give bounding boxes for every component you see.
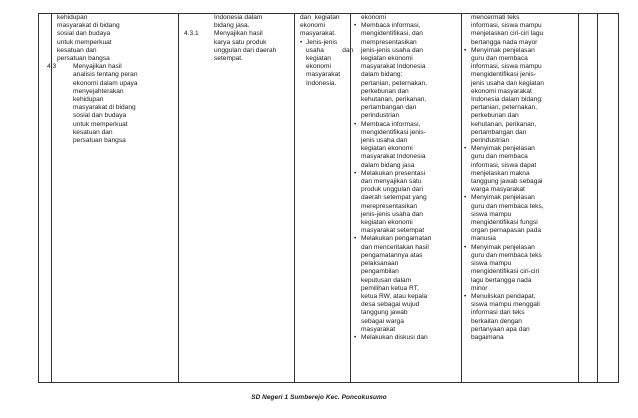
competency-column — [47, 14, 175, 145]
text-line: kesatuan dan — [73, 128, 113, 136]
material-bullet-item — [300, 38, 354, 88]
text-line: organ pernapasan pada — [471, 227, 542, 235]
text-line: manusia — [471, 235, 496, 243]
text-line: informasi, siswa mampu — [471, 63, 542, 71]
text-line: masyarakat Indonesia — [361, 63, 426, 71]
text-line: kesatuan dan — [57, 46, 97, 54]
bullet-text — [361, 170, 460, 236]
text-line: kegiatan — [306, 55, 331, 63]
text-line: jenis usaha dan — [361, 137, 408, 145]
bullet-icon: • — [464, 145, 467, 153]
text-line: informasi, siswa mampu — [471, 22, 542, 30]
text-line: persatuan bangsa — [57, 55, 110, 63]
text-line: guru dan membaca teks, — [471, 202, 544, 210]
bullet-item — [464, 293, 578, 342]
text-line: lagu bertangga nada — [471, 276, 532, 284]
text-line: sosial dan budaya — [57, 30, 111, 38]
bullet-item — [354, 235, 460, 333]
indicator-text — [184, 14, 292, 30]
text-line: ekonomi masyarakat — [471, 87, 532, 95]
text-line: bertangga nada mayor — [471, 38, 538, 46]
text-line: Jenis-jenis — [306, 38, 338, 46]
page-footer: SD Negeri 1 Sumberejo Kec. Poncokusumo — [251, 394, 387, 401]
text-line: pemilihan ketua RT, — [361, 284, 419, 292]
text-line: setempat. — [214, 55, 243, 63]
text-line: perkebunan dan — [361, 87, 409, 95]
text-line: guru dan membaca — [471, 55, 528, 63]
text-line: warga masyarakat — [471, 186, 525, 194]
text-line: menjelaskan ciri-ciri lagu — [471, 30, 544, 38]
text-line: kehidupan — [73, 96, 104, 104]
indicator-4-3-1 — [184, 30, 292, 63]
text-line: pengambilan — [361, 268, 399, 276]
text-line: kegiatan ekonomi — [361, 219, 413, 227]
text-line: pelaksanaan — [361, 260, 399, 268]
activity-text — [354, 14, 460, 22]
table-divider — [578, 14, 579, 382]
lesson-table — [38, 13, 619, 383]
text-line: Menyimak penjelasan — [471, 243, 535, 251]
competency-text — [73, 63, 175, 145]
text-line: ekonomi — [306, 63, 331, 71]
text-line: kehutanan, perikanan, — [471, 120, 537, 128]
table-divider — [597, 14, 598, 382]
text-line: ekonomi — [361, 14, 386, 21]
text-line: unggulan dari daerah — [214, 46, 277, 54]
text-line: dan menyajikan satu — [361, 178, 422, 186]
bullet-item — [464, 145, 578, 194]
text-line: masyarakat — [361, 325, 396, 333]
text-line: pertambangan dan — [471, 128, 527, 136]
text-line: berkaitan dengan — [471, 317, 522, 325]
bullet-icon: • — [354, 120, 357, 128]
bullet-text — [471, 244, 578, 293]
text-line: informasi, siswa dapat — [471, 161, 537, 169]
text-line: pertanian, peternakan, — [361, 79, 427, 87]
text-line: persatuan bangsa — [73, 137, 126, 145]
indicator-number: 4.3.1 — [184, 30, 199, 38]
text-line: mengidentifikasi jenis- — [361, 128, 426, 136]
text-line: menyejahterakan — [73, 87, 124, 95]
text-line: pertanian, peternakan, — [471, 104, 537, 112]
text-line: dalam bidang: — [361, 71, 403, 79]
bullet-icon: • — [464, 292, 467, 300]
bullet-icon: • — [354, 22, 357, 30]
text-line: ketua RW, atau kepala — [361, 292, 428, 300]
material-text — [300, 14, 350, 39]
text-line: Melakukan presentasi — [361, 169, 426, 177]
text-line: siswa mampu — [471, 260, 512, 268]
text-line: dalam bidang jasa — [361, 161, 415, 169]
text-line: analisis tentang peran — [73, 71, 138, 79]
objectives-column — [464, 14, 578, 342]
text-line: Menyimak penjelasan — [471, 145, 535, 153]
text-line: Melakukan pengamatan — [361, 235, 432, 243]
text-line: Menyimak penjelasan — [471, 194, 535, 202]
text-line: produk unggulan dari — [361, 186, 423, 194]
text-line: perindustrian — [361, 112, 400, 120]
text-line: perkebunan dan — [471, 112, 519, 120]
bullet-text — [471, 47, 578, 145]
bullet-icon: • — [300, 38, 303, 46]
text-line: informasi dari teks — [471, 309, 525, 317]
bullet-icon: • — [464, 46, 467, 54]
text-line: merepresentasikan — [361, 202, 418, 210]
bullet-text — [361, 235, 460, 333]
bullet-item — [464, 47, 578, 145]
text-line: Membaca informasi, — [361, 22, 421, 30]
text-line: ekonomi — [300, 22, 325, 30]
bullet-icon: • — [354, 169, 357, 177]
bullet-text — [361, 121, 460, 170]
text-line: perindustrian — [471, 137, 510, 145]
text-line: Menyimak penjelasan — [471, 46, 535, 54]
text-line: masyarakat di bidang — [57, 22, 120, 30]
text-line: masyarakat di bidang — [73, 104, 136, 112]
text-line: kehidupan — [57, 14, 88, 21]
text-line: desa sebagai wujud — [361, 301, 420, 309]
text-line: sosial dan budaya — [73, 112, 127, 120]
table-divider — [178, 14, 179, 382]
bullet-text — [361, 334, 460, 342]
text-line: kegiatan ekonomi — [361, 145, 413, 153]
text-line: usaha dan — [306, 46, 354, 54]
competency-number: 4.3 — [47, 63, 57, 71]
text-line: siswa mampu — [471, 210, 512, 218]
table-divider — [350, 14, 351, 382]
material-column — [300, 14, 354, 88]
text-line: Menyajikan hasil — [73, 63, 122, 71]
text-line: pertanyaan apa dan — [471, 325, 530, 333]
text-line: guru dan membaca — [471, 153, 528, 161]
bullet-text — [361, 22, 460, 120]
text-line: karya satu produk — [214, 38, 267, 46]
text-line: Indonesia dalam — [214, 14, 263, 21]
text-line: Indonesia dalam bidang: — [471, 96, 543, 104]
text-line: masyarakat Indonesia — [361, 153, 426, 161]
text-line: Membaca informasi, — [361, 120, 421, 128]
bullet-item — [354, 334, 460, 342]
text-line: kegiatan ekonomi — [361, 55, 413, 63]
indicator-text — [214, 30, 292, 63]
text-line: mengidentifikasi jenis- — [471, 71, 536, 79]
text-line: Menuliskan pendapat, — [471, 292, 536, 300]
learning-activities-column — [354, 14, 460, 342]
text-line: masyarakat setempat — [361, 227, 425, 235]
text-line: dan kegiatan — [300, 14, 340, 21]
bullet-icon: • — [354, 333, 357, 341]
text-line: keputusan dalam — [361, 276, 412, 284]
material-text — [306, 38, 354, 88]
text-line: Indonesia. — [306, 79, 337, 87]
text-line: siswa mampu menggali — [471, 301, 540, 309]
text-line: bidang jasa. — [214, 22, 250, 30]
bullet-text — [471, 145, 578, 194]
text-line: masyarakat. — [300, 30, 336, 38]
text-line: mengidentifikasi fungsi — [471, 219, 538, 227]
text-line: daerah setempat yang — [361, 194, 427, 202]
text-line: masyarakat — [306, 71, 341, 79]
bullet-icon: • — [354, 235, 357, 243]
text-line: jenis-jenis usaha dan — [361, 210, 423, 218]
bullet-item — [354, 121, 460, 170]
text-line: tanggung jawab — [361, 309, 408, 317]
indicator-column — [184, 14, 292, 63]
objective-text — [464, 14, 578, 47]
bullet-item — [464, 194, 578, 243]
text-line: jenis-jenis usaha dan — [361, 46, 423, 54]
text-line: tanggung jawab sebagai — [471, 178, 543, 186]
objective-list — [464, 47, 578, 342]
text-line: Menyajikan hasil — [214, 30, 263, 38]
text-line: ekonomi dalam upaya — [73, 79, 138, 87]
bullet-text — [471, 194, 578, 243]
text-line: menjelaskan makna — [471, 169, 530, 177]
text-line: kehutanan, perikanan, — [361, 96, 427, 104]
text-line: mempresentasikan — [361, 38, 417, 46]
bullet-text — [471, 293, 578, 342]
bullet-icon: • — [464, 243, 467, 251]
text-line: guru dan membaca teks — [471, 251, 542, 259]
text-line: mengidentifikasi, dan — [361, 30, 423, 38]
text-line: untuk memperkuat — [57, 38, 112, 46]
text-line: bagaimana — [471, 333, 504, 341]
text-line: pengamatannya atas — [361, 251, 423, 259]
text-line: dan menceritakan hasil — [361, 243, 429, 251]
table-divider — [294, 14, 295, 382]
text-line: pertambangan dan — [361, 104, 417, 112]
text-line: mencermati teks — [471, 14, 520, 21]
bullet-item — [354, 170, 460, 236]
bullet-icon: • — [464, 194, 467, 202]
text-line: minor — [471, 284, 488, 292]
text-line: jenis usaha dan kegiatan — [471, 79, 544, 87]
bullet-item — [354, 22, 460, 120]
competency-4-3 — [47, 63, 175, 145]
text-line: Melakukan diskusi dan — [361, 333, 428, 341]
text-line: untuk memperkuat — [73, 120, 128, 128]
competency-text — [57, 14, 175, 63]
activity-list — [354, 22, 460, 342]
text-line: sebagai warga — [361, 317, 404, 325]
bullet-item — [464, 244, 578, 293]
table-divider — [461, 14, 462, 382]
text-line: mengidentifikasi ciri-ciri — [471, 268, 540, 276]
